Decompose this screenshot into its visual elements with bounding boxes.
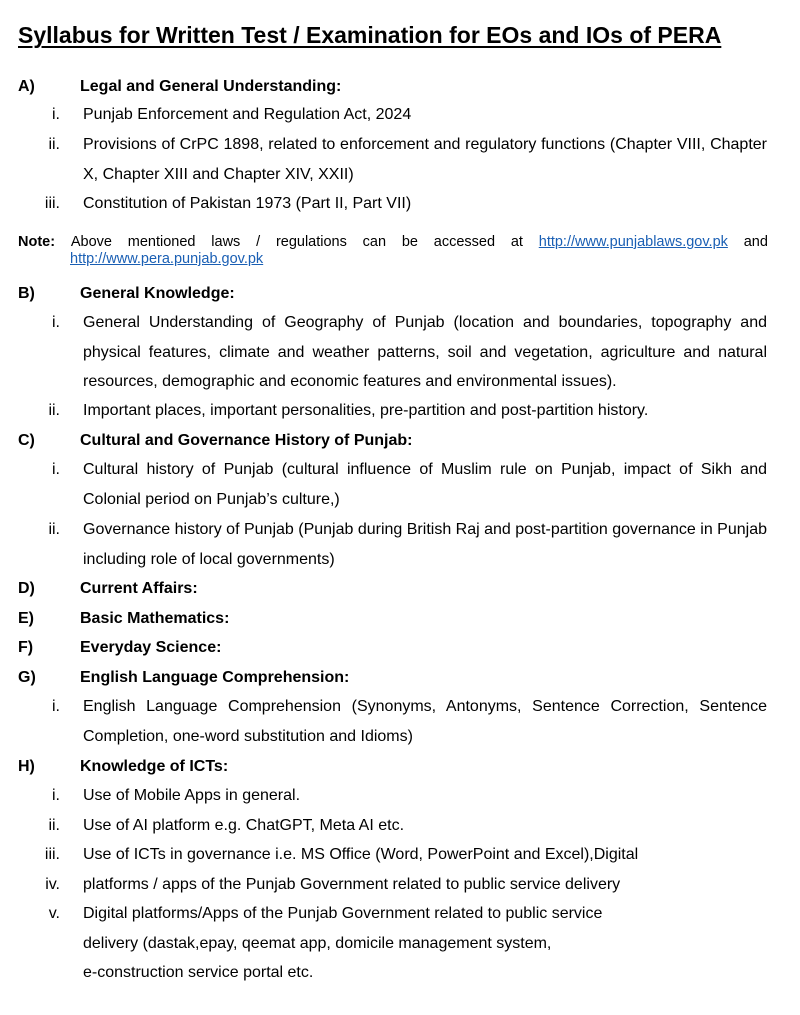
page-title: Syllabus for Written Test / Examination for EOs and IOs of PERA [18,22,722,48]
item-text-line: Digital platforms/Apps of the Punjab Government related to public service [83,905,603,922]
note-word: / [256,234,261,250]
section-letter: D) [18,580,35,597]
section-letter: F) [18,639,34,656]
pera-link[interactable]: http://www.pera.punjab.gov.pk [70,251,264,267]
item-number: i. [52,698,60,715]
section-title: Cultural and Governance History of Punjab: [80,432,413,449]
item-number: iii. [44,195,60,212]
section-title: General Knowledge: [80,285,235,302]
note-word: at [510,234,523,250]
section-title: Knowledge of ICTs: [80,758,229,775]
item-number: i. [52,106,60,123]
item-number: iv. [45,876,60,893]
item-text: Punjab Enforcement and Regulation Act, 2024 [83,106,412,123]
item-number: ii. [48,136,60,153]
item-text: Governance history of Punjab (Punjab during British Raj and post-partition governance in Punjab including role of local governments) [83,521,767,568]
section-letter: A) [18,78,35,95]
item-number: ii. [48,817,60,834]
note-label: Note: [18,234,56,250]
section-title: Basic Mathematics: [80,610,230,627]
item-text: Important places, important personalities, pre-partition and post-partition history. [83,402,649,419]
note-word: laws [211,234,241,250]
section-letter: H) [18,758,35,775]
note-word: Above [70,234,112,250]
section-title: Current Affairs: [80,580,198,597]
item-number: i. [52,461,60,478]
item-text: Use of Mobile Apps in general. [83,787,301,804]
item-text-line: e-construction service portal etc. [83,964,314,981]
punjablaws-link[interactable]: http://www.punjablaws.gov.pk [538,234,728,250]
note-word: accessed [433,234,496,250]
item-number: v. [48,905,60,922]
section-letter: C) [18,432,35,449]
item-text: Use of AI platform e.g. ChatGPT, Meta AI etc. [83,817,405,834]
item-number: i. [52,314,60,331]
item-number: i. [52,787,60,804]
item-text: Provisions of CrPC 1898, related to enforcement and regulatory functions (Chapter VIII, Chapter X, Chapter XIII and Chapter XIV, XXII) [83,136,767,183]
note-line [18,234,768,251]
section-title: Everyday Science: [80,639,222,656]
note-line [18,251,768,268]
item-text: General Understanding of Geography of Punjab (location and boundaries, topography and physical features, climate and weather patterns, soil and vegetation, agriculture and natural resources, demographic and economic features and environmental issues). [83,314,767,390]
section-letter: B) [18,285,35,302]
item-text: Constitution of Pakistan 1973 (Part II, Part VII) [83,195,412,212]
section-title: English Language Comprehension: [80,669,350,686]
item-text: platforms / apps of the Punjab Government related to public service delivery [83,876,621,893]
section-letter: G) [18,669,36,686]
item-text [83,899,767,988]
note-word: be [401,234,418,250]
note-word: regulations [275,234,347,250]
item-number: iii. [44,846,60,863]
item-number: ii. [48,521,60,538]
section-title: Legal and General Understanding: [80,78,342,95]
note-word: and [743,234,768,250]
item-text: Cultural history of Punjab (cultural influence of Muslim rule on Punjab, impact of Sikh and Colonial period on Punjab’s culture,) [83,461,767,508]
item-text: Use of ICTs in governance i.e. MS Office (Word, PowerPoint and Excel),Digital [83,846,639,863]
item-number: ii. [48,402,60,419]
section-letter: E) [18,610,34,627]
item-text-line: delivery (dastak,epay, qeemat app, domicile management system, [83,934,552,952]
note-word: mentioned [127,234,196,250]
note-word: can [362,234,387,250]
item-text: English Language Comprehension (Synonyms, Antonyms, Sentence Correction, Sentence Completion, one-word substitution and Idioms) [83,698,767,745]
note-block [18,234,768,268]
